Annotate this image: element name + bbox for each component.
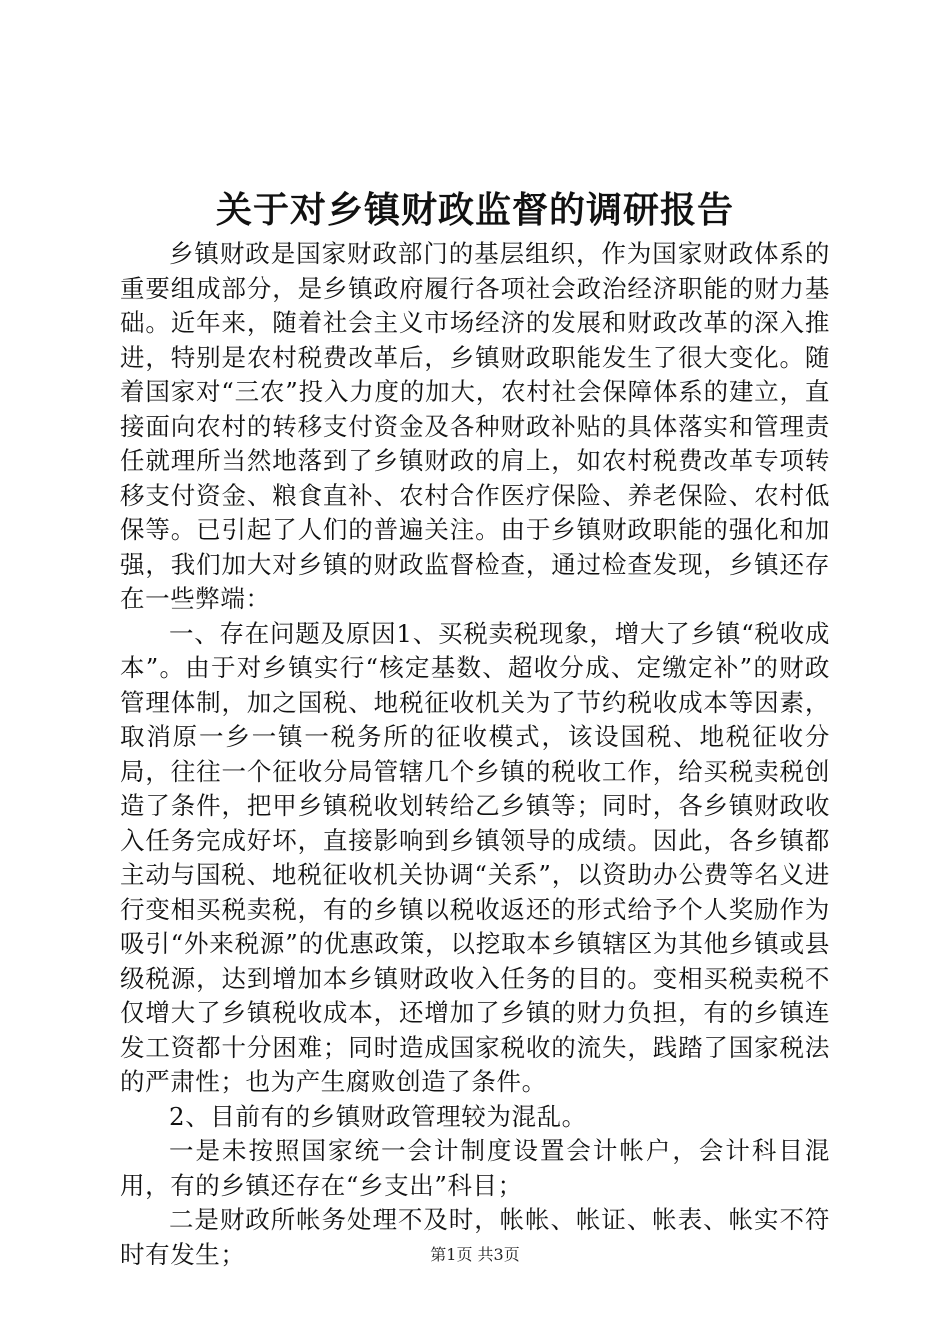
paragraph-intro: 乡镇财政是国家财政部门的基层组织，作为国家财政体系的重要组成部分，是乡镇政府履行各项社会政治经济职能的财力基础。近年来，随着社会主义市场经济的发展和财政改革的深入推进，特别是农村税费改革后，乡镇财政职能发生了很大变化。随着国家对“三农”投入力度的加大，农村社会保障体系的建立，直接面向农村的转移支付资金及各种财政补贴的具体落实和管理责任就理所当然地落到了乡镇财政的肩上，如农村税费改革专项转移支付资金、粮食直补、农村合作医疗保险、养老保险、农村低保等。已引起了人们的普遍关注。由于乡镇财政职能的强化和加强，我们加大对乡镇的财政监督检查，通过检查发现，乡镇还存在一些弊端： [120,239,830,613]
paragraph-point-two: 二是财政所帐务处理不及时，帐帐、帐证、帐表、帐实不符时有发生； [120,1205,830,1269]
paragraph-problems: 一、存在问题及原因1、买税卖税现象，增大了乡镇“税收成本”。由于对乡镇实行“核定基数、超收分成、定缴定补”的财政管理体制，加之国税、地税征收机关为了节约税收成本等因素，取消原一乡一镇一税务所的征收模式，该设国税、地税征收分局，往往一个征收分局管辖几个乡镇的税收工作，给买税卖税创造了条件，把甲乡镇税收划转给乙乡镇等；同时，各乡镇财政收入任务完成好坏，直接影响到乡镇领导的成绩。因此，各乡镇都主动与国税、地税征收机关协调“关系”，以资助办公费等名义进行变相买税卖税，有的乡镇以税收返还的形式给予个人奖励作为吸引“外来税源”的优惠政策，以挖取本乡镇辖区为其他乡镇或县级税源，达到增加本乡镇财政收入任务的目的。变相买税卖税不仅增大了乡镇税收成本，还增加了乡镇的财力负担，有的乡镇连发工资都十分困难；同时造成国家税收的流失，践踏了国家税法的严肃性；也为产生腐败创造了条件。 [120,618,830,1096]
paragraph-management-heading: 2、目前有的乡镇财政管理较为混乱。 [169,1101,587,1131]
document-title: 关于对乡镇财政监督的调研报告 [215,189,734,231]
paragraph-point-one: 一是未按照国家统一会计制度设置会计帐户，会计科目混用，有的乡镇还存在“乡支出”科目； [120,1136,830,1200]
page-footer: 第1页 共3页 [430,1245,520,1264]
document-body [120,237,830,1272]
